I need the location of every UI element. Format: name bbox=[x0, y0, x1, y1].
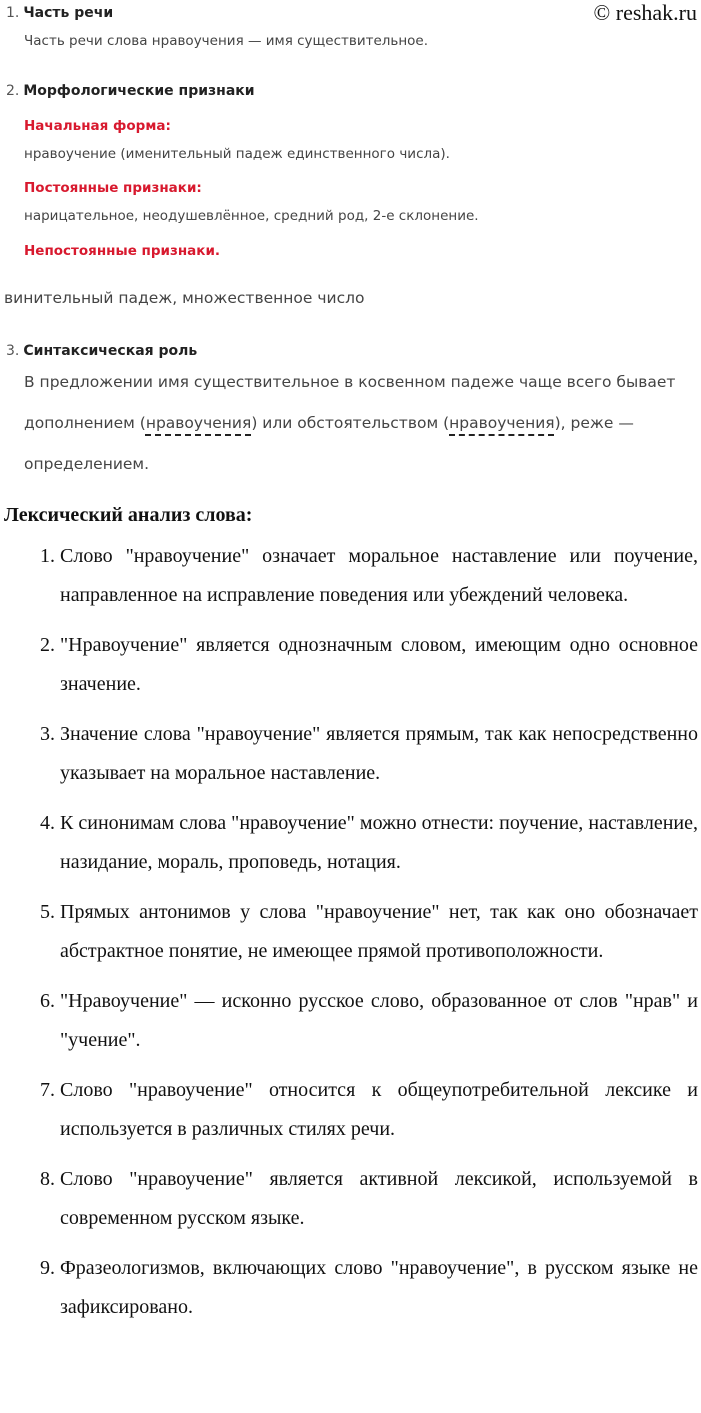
nonconstant-features-label: Непостоянные признаки. bbox=[24, 243, 221, 259]
list-item: 1. Слово "нравоучение" означает моральное наставление или поучение, направленное на исправление поведения или убеждений человека. bbox=[60, 537, 698, 615]
list-item: 5. Прямых антонимов у слова "нравоучение" нет, так как оно обозначает абстрактное понятие, не имеющее прямой противоположности. bbox=[60, 893, 698, 971]
text: ) или обстоятельством ( bbox=[251, 414, 450, 432]
part-of-speech-text: Часть речи слова нравоучения — имя существительное. bbox=[24, 33, 429, 49]
section-number: 3. bbox=[6, 343, 20, 359]
text: ), реже — определением. bbox=[24, 414, 634, 473]
lexical-title: Лексический анализ слова: bbox=[4, 504, 253, 526]
adverbial-word: нравоучения bbox=[449, 414, 555, 432]
list-item: 8. Слово "нравоучение" является активной лексикой, используемой в современном русском языке. bbox=[60, 1160, 698, 1238]
list-item: 3. Значение слова "нравоучение" является прямым, так как непосредственно указывает на моральное наставление. bbox=[60, 715, 698, 793]
syntax-role-text bbox=[24, 362, 696, 485]
lexical-list bbox=[0, 537, 701, 1327]
section-heading bbox=[6, 83, 255, 99]
section-number: 2. bbox=[6, 83, 20, 99]
constant-features-text: нарицательное, неодушевлённое, средний род, 2-е склонение. bbox=[24, 208, 479, 224]
section-title: Часть речи bbox=[23, 5, 114, 21]
text: В предложении имя существительное в косвенном падеже чаще всего бывает дополнением ( bbox=[24, 373, 676, 432]
list-item: 6. "Нравоучение" — исконно русское слово, образованное от слов "нрав" и "учение". bbox=[60, 982, 698, 1060]
nonconstant-features-text: винительный падеж, множественное число bbox=[4, 289, 365, 307]
section-heading bbox=[6, 343, 197, 359]
object-word: нравоучения bbox=[145, 414, 252, 432]
section-title: Синтаксическая роль bbox=[23, 343, 198, 359]
lexical-analysis bbox=[0, 504, 701, 1338]
constant-features-label: Постоянные признаки: bbox=[24, 180, 202, 196]
initial-form-text: нравоучение (именительный падеж единственного числа). bbox=[24, 146, 450, 162]
watermark: © reshak.ru bbox=[593, 0, 697, 25]
section-title: Морфологические признаки bbox=[23, 83, 255, 99]
section-number: 1. bbox=[6, 5, 20, 21]
list-item: 2. "Нравоучение" является однозначным словом, имеющим одно основное значение. bbox=[60, 626, 698, 704]
initial-form-label: Начальная форма: bbox=[24, 118, 171, 134]
list-item: 4. К синонимам слова "нравоучение" можно отнести: поучение, наставление, назидание, мораль, проповедь, нотация. bbox=[60, 804, 698, 882]
section-heading bbox=[6, 5, 113, 21]
list-item: 9. Фразеологизмов, включающих слово "нравоучение", в русском языке не зафиксировано. bbox=[60, 1249, 698, 1327]
list-item: 7. Слово "нравоучение" относится к общеупотребительной лексике и используется в различных стилях речи. bbox=[60, 1071, 698, 1149]
